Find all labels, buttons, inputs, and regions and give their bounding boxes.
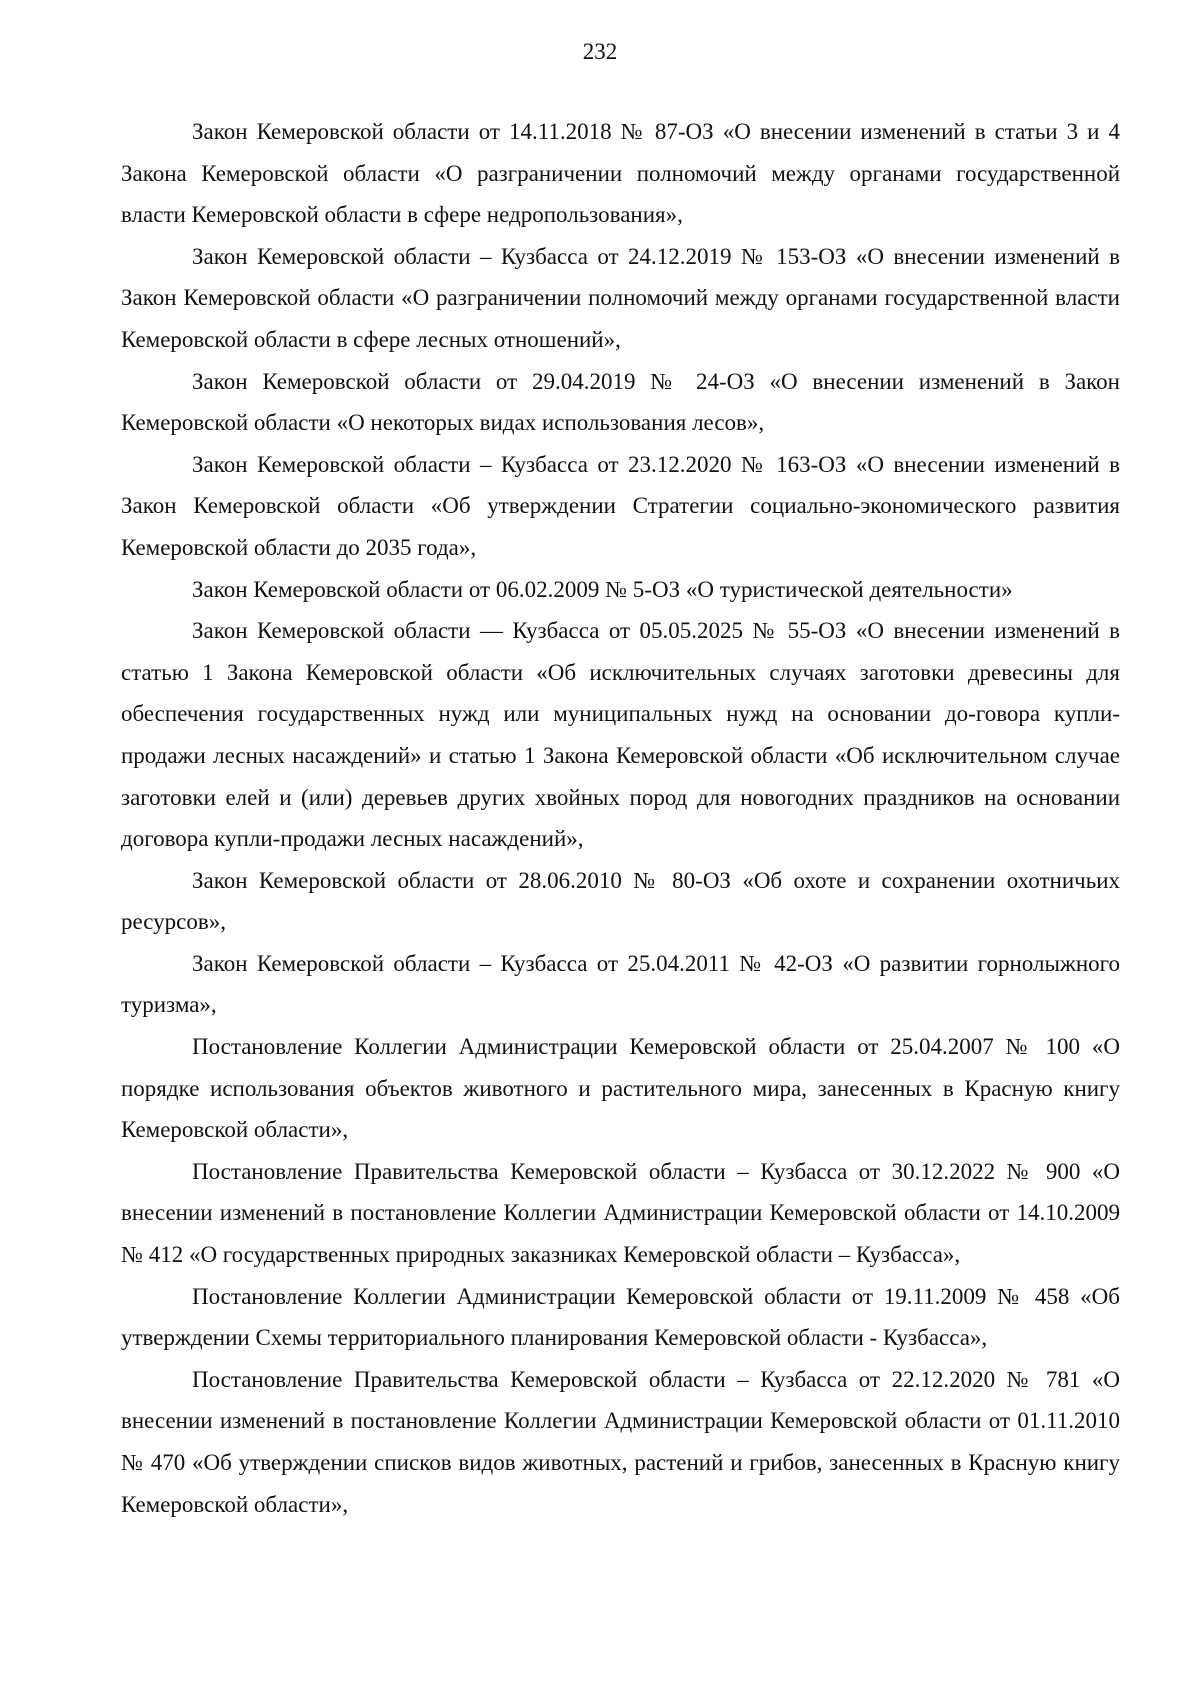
paragraph-law-163-oz: Закон Кемеровской области – Кузбасса от 23.12.2020 № 163-ОЗ «О внесении изменений в Закон Кемеровской области «Об утверждении Стратегии социально-экономического развития Кемеровской области до 2035 года», bbox=[121, 451, 1120, 560]
paragraph-law-80-oz: Закон Кемеровской области от 28.06.2010 № 80-ОЗ «Об охоте и сохранении охотничьих ресурсов», bbox=[121, 867, 1120, 935]
page-number: 232 bbox=[582, 39, 618, 64]
paragraph-resolution-900: Постановление Правительства Кемеровской области – Кузбасса от 30.12.2022 № 900 «О внесении изменений в постановление Коллегии Администрации Кемеровской области от 14.10.2009 № 412 «О государственных природных заказниках Кемеровской области – Кузбасса», bbox=[121, 1158, 1120, 1268]
paragraph-law-87-oz: Закон Кемеровской области от 14.11.2018 № 87-ОЗ «О внесении изменений в статьи 3 и 4 Закона Кемеровской области «О разграничении полномочий между органами государственной власти Кемеровской области в сфере недропользования», bbox=[121, 119, 1120, 228]
paragraph-resolution-458: Постановление Коллегии Администрации Кемеровской области от 19.11.2009 № 458 «Об утверждении Схемы территориального планирования Кемеровской области - Кузбасса», bbox=[121, 1283, 1120, 1351]
paragraph-law-42-oz: Закон Кемеровской области – Кузбасса от 25.04.2011 № 42-ОЗ «О развитии горнолыжного туризма», bbox=[121, 950, 1120, 1018]
paragraph-law-153-oz: Закон Кемеровской области – Кузбасса от 24.12.2019 № 153-ОЗ «О внесении изменений в Закон Кемеровской области «О разграничении полномочий между органами государственной власти Кемеровской области в сфере лесных отношений», bbox=[121, 243, 1120, 352]
paragraph-law-55-oz: Закон Кемеровской области — Кузбасса от 05.05.2025 № 55-ОЗ «О внесении изменений в статью 1 Закона Кемеровской области «Об исключительных случаях заготовки древесины для обеспечения государственных нужд или муниципальных нужд на основании до-говора купли-продажи лесных насаждений» и статью 1 Закона Кемеровской области «Об исключительном случае заготовки елей и (или) деревьев других хвойных пород для новогодних праздников на основании договора купли-продажи лесных насаждений», bbox=[121, 618, 1120, 852]
paragraph-law-5-oz: Закон Кемеровской области от 06.02.2009 № 5-ОЗ «О туристической деятельности» bbox=[192, 576, 1013, 602]
paragraph-resolution-781: Постановление Правительства Кемеровской области – Кузбасса от 22.12.2020 № 781 «О внесении изменений в постановление Коллегии Администрации Кемеровской области от 01.11.2010 № 470 «Об утверждении списков видов животных, растений и грибов, занесенных в Красную книгу Кемеровской области», bbox=[121, 1366, 1120, 1517]
paragraph-law-24-oz: Закон Кемеровской области от 29.04.2019 № 24-ОЗ «О внесении изменений в Закон Кемеровской области «О некоторых видах использования лесов», bbox=[121, 368, 1120, 436]
paragraph-resolution-100: Постановление Коллегии Администрации Кемеровской области от 25.04.2007 № 100 «О порядке использования объектов животного и растительного мира, занесенных в Красную книгу Кемеровской области», bbox=[121, 1034, 1120, 1143]
document-body bbox=[121, 111, 1120, 1525]
